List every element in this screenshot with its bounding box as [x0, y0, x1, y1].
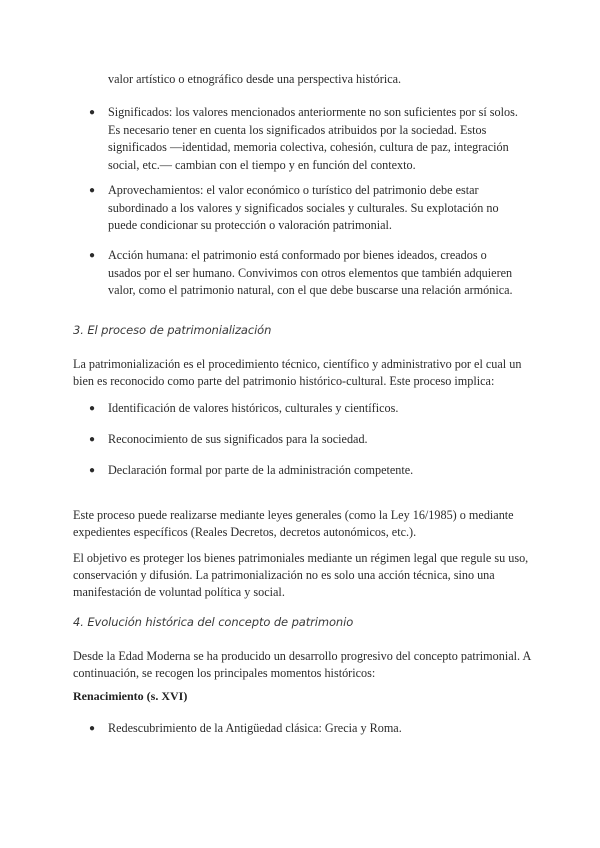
list-item-text: Acción humana: el patrimonio está conformado por bienes ideados, creados o usados por el ser humano. Convivimos con otros elementos que también adquieren valor, como el patrimonio natural, con el que debe buscarse una relación armónica. [108, 248, 513, 297]
bullet-icon: ● [89, 723, 96, 734]
section-3-intro: La patrimonialización es el procedimiento técnico, científico y administrativo por el cual un bien es reconocido como parte del patrimonio histórico-cultural. Este proceso implica: [73, 357, 522, 388]
list-item [89, 720, 519, 738]
list-item-text: Aprovechamientos: el valor económico o turístico del patrimonio debe estar subordinado a los valores y significados sociales y culturales. Su explotación no puede condicionar su protección o valoración patrimonial. [108, 183, 499, 232]
list-item-accion-humana [89, 247, 519, 300]
continuation-line: valor artístico o etnográfico desde una perspectiva histórica. [108, 72, 402, 86]
list-item-text: Declaración formal por parte de la administración competente. [108, 463, 414, 477]
section-3-para-2: El objetivo es proteger los bienes patrimoniales mediante un régimen legal que regule su uso, conservación y difusión. La patrimonialización no es solo una acción técnica, sino una manifestación de voluntad política y social. [73, 551, 529, 599]
list-item-text: Redescubrimiento de la Antigüedad clásica: Grecia y Roma. [108, 721, 402, 735]
bullet-icon: ● [89, 403, 96, 414]
section-4-intro: Desde la Edad Moderna se ha producido un desarrollo progresivo del concepto patrimonial. A continuación, se recogen los principales momentos históricos: [73, 649, 531, 680]
bullet-icon: ● [89, 465, 96, 476]
bullet-icon: ● [89, 185, 96, 196]
bullet-icon: ● [89, 107, 96, 118]
section-4-heading: 4. Evolución histórica del concepto de patrimonio [73, 615, 354, 629]
list-item-aprovechamientos [89, 182, 519, 235]
list-item [89, 462, 519, 480]
list-item-text: Significados: los valores mencionados anteriormente no son suficientes por sí solos. Es necesario tener en cuenta los significados atribuidos por la sociedad. Estos significados —identidad, memoria colectiva, cohesión, cultura de paz, integración social, etc.— cambian con el tiempo y en función del contexto. [108, 105, 518, 172]
list-item-text: Identificación de valores históricos, culturales y científicos. [108, 401, 399, 415]
list-item [89, 431, 519, 449]
section-3-heading: 3. El proceso de patrimonialización [73, 323, 272, 337]
bullet-icon: ● [89, 250, 96, 261]
section-3-para-1: Este proceso puede realizarse mediante leyes generales (como la Ley 16/1985) o mediante expedientes específicos (Reales Decretos, decretos autonómicos, etc.). [73, 508, 514, 539]
list-item [89, 400, 519, 418]
bullet-icon: ● [89, 434, 96, 445]
list-item-text: Reconocimiento de sus significados para la sociedad. [108, 432, 368, 446]
list-item-significados [89, 104, 519, 174]
renacimiento-subheading: Renacimiento (s. XVI) [73, 689, 188, 703]
